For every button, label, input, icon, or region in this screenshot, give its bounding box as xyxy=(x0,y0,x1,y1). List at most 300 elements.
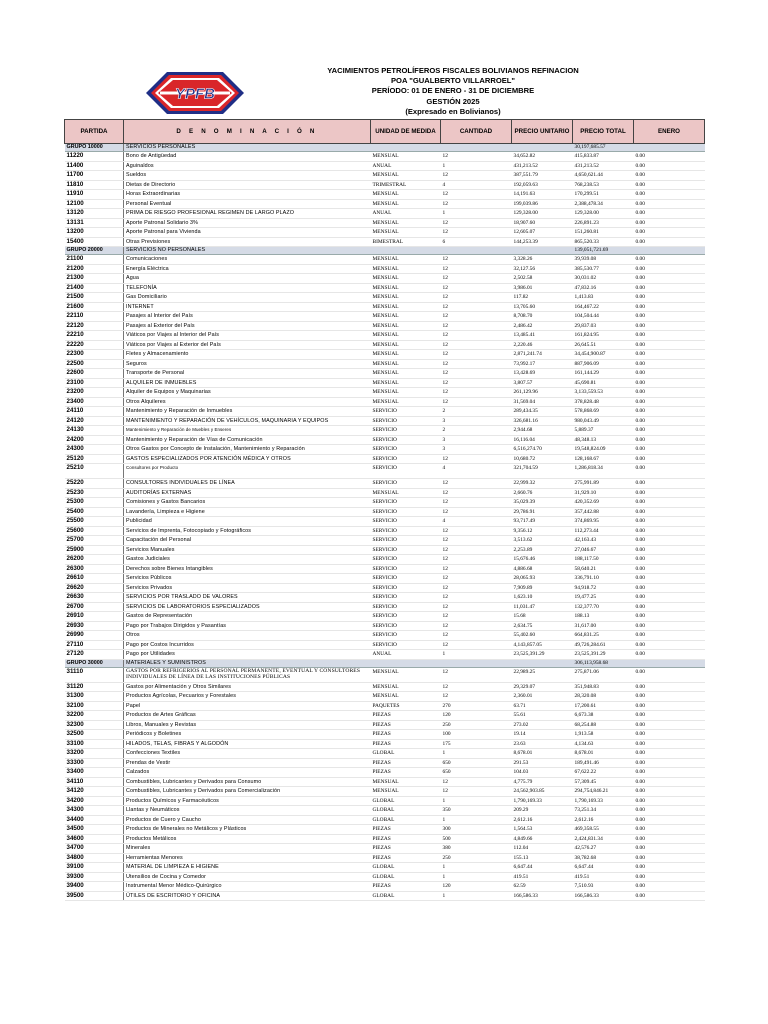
table-row xyxy=(65,621,705,631)
cell-enero: 0.00 xyxy=(634,218,705,228)
cell-precio-total: 42,576.27 xyxy=(573,844,634,854)
cell-enero: 0.00 xyxy=(634,302,705,312)
cell-precio-unitario: 117.82 xyxy=(512,293,573,303)
cell-denominacion: Comunicaciones xyxy=(124,255,371,265)
cell-unidad: MENSUAL xyxy=(371,350,441,360)
cell-precio-total: 378,828.48 xyxy=(573,397,634,407)
cell-unidad: MENSUAL xyxy=(371,152,441,162)
table-row xyxy=(65,237,705,247)
cell-cantidad: 12 xyxy=(441,583,512,593)
cell-precio-unitario: 32,127.56 xyxy=(512,264,573,274)
table-row xyxy=(65,350,705,360)
cell-unidad: TRIMESTRAL xyxy=(371,180,441,190)
cell-unidad: SERVICIO xyxy=(371,507,441,517)
cell-partida: 11910 xyxy=(65,190,124,200)
group-row xyxy=(65,247,705,255)
cell-precio-total: 23,525,391.29 xyxy=(573,650,634,660)
cell-precio-total: 128,168.67 xyxy=(573,454,634,464)
cell-enero: 0.00 xyxy=(634,426,705,436)
cell-denominacion: Gastos Judiciales xyxy=(124,555,371,565)
cell-partida: 22120 xyxy=(65,321,124,331)
cell-enero: 0.00 xyxy=(634,190,705,200)
table-row xyxy=(65,749,705,759)
cell-denominacion: Mantenimiento y Reparación de Vías de Comunicación xyxy=(124,435,371,445)
cell-partida: 26630 xyxy=(65,593,124,603)
cell-unidad xyxy=(371,659,441,667)
cell-denominacion: TELEFONÍA xyxy=(124,283,371,293)
cell-precio-total: 166,586.33 xyxy=(573,891,634,901)
cell-denominacion: Viáticos por Viajes al Exterior del País xyxy=(124,340,371,350)
cell-denominacion: Productos Químicos y Farmacéuticos xyxy=(124,796,371,806)
cell-unidad: SERVICIO xyxy=(371,564,441,574)
table-row xyxy=(65,777,705,787)
cell-precio-unitario: 8,708.70 xyxy=(512,312,573,322)
cell-cantidad: 12 xyxy=(441,526,512,536)
cell-precio-total: 151,260.81 xyxy=(573,228,634,238)
table-row xyxy=(65,378,705,388)
cell-cantidad: 12 xyxy=(441,454,512,464)
cell-cantidad: 12 xyxy=(441,507,512,517)
table-row xyxy=(65,711,705,721)
cell-cantidad: 6 xyxy=(441,237,512,247)
cell-precio-total: 5,889.37 xyxy=(573,426,634,436)
table-row xyxy=(65,498,705,508)
cell-denominacion: Servicios de Imprenta, Fotocopiado y Fotográficos xyxy=(124,526,371,536)
cell-precio-total: 139,051,721.69 xyxy=(573,247,634,255)
cell-cantidad: 12 xyxy=(441,264,512,274)
cell-enero: 0.00 xyxy=(634,237,705,247)
cell-partida: 33100 xyxy=(65,739,124,749)
cell-partida: 21200 xyxy=(65,264,124,274)
cell-precio-total: 1,413.83 xyxy=(573,293,634,303)
cell-unidad: BIMESTRAL xyxy=(371,237,441,247)
cell-enero: 0.00 xyxy=(634,464,705,479)
cell-precio-total: 49,726,284.61 xyxy=(573,640,634,650)
cell-enero: 0.00 xyxy=(634,407,705,417)
cell-denominacion: Agua xyxy=(124,274,371,284)
cell-precio-unitario: 29,786.91 xyxy=(512,507,573,517)
cell-enero: 0.00 xyxy=(634,454,705,464)
cell-cantidad: 1 xyxy=(441,891,512,901)
cell-precio-unitario: 2,944.68 xyxy=(512,426,573,436)
cell-cantidad: 12 xyxy=(441,302,512,312)
cell-denominacion: Llantas y Neumáticos xyxy=(124,806,371,816)
cell-denominacion: Papel xyxy=(124,701,371,711)
cell-precio-unitario: 3,807.57 xyxy=(512,378,573,388)
cell-unidad: SERVICIO xyxy=(371,526,441,536)
cell-unidad: MENSUAL xyxy=(371,302,441,312)
cell-enero: 0.00 xyxy=(634,331,705,341)
cell-precio-total: 57,309.45 xyxy=(573,777,634,787)
cell-enero: 0.00 xyxy=(634,621,705,631)
cell-precio-unitario: 144,253.39 xyxy=(512,237,573,247)
cell-partida: 26200 xyxy=(65,555,124,565)
cell-enero: 0.00 xyxy=(634,536,705,546)
cell-denominacion: Mantenimiento y Reparación de Muebles y Enseres xyxy=(124,426,371,436)
cell-partida: 21300 xyxy=(65,274,124,284)
cell-precio-unitario: 63.71 xyxy=(512,701,573,711)
cell-denominacion: SERVICIOS NO PERSONALES xyxy=(124,247,371,255)
cell-enero: 0.00 xyxy=(634,739,705,749)
cell-precio-unitario: 28,065.93 xyxy=(512,574,573,584)
cell-precio-unitario: 12,605.07 xyxy=(512,228,573,238)
cell-denominacion: Productos Agrícolas, Pecuarios y Forestales xyxy=(124,692,371,702)
cell-cantidad: 12 xyxy=(441,228,512,238)
cell-precio-total: 226,891.23 xyxy=(573,218,634,228)
cell-precio-total: 469,358.55 xyxy=(573,825,634,835)
cell-unidad: GLOBAL xyxy=(371,806,441,816)
cell-cantidad: 12 xyxy=(441,498,512,508)
cell-precio-total: 73,251.34 xyxy=(573,806,634,816)
cell-partida: 25700 xyxy=(65,536,124,546)
table-row xyxy=(65,593,705,603)
cell-denominacion: Aguinaldos xyxy=(124,161,371,171)
cell-partida: 31110 xyxy=(65,667,124,682)
header-currency: (Expresado en Bolivianos) xyxy=(405,106,501,116)
cell-precio-unitario: 2,612.16 xyxy=(512,815,573,825)
cell-precio-unitario: 55.61 xyxy=(512,711,573,721)
cell-enero: 0.00 xyxy=(634,180,705,190)
cell-unidad: MENSUAL xyxy=(371,667,441,682)
table-row xyxy=(65,369,705,379)
table-row xyxy=(65,650,705,660)
table-row xyxy=(65,758,705,768)
cell-unidad: MENSUAL xyxy=(371,255,441,265)
cell-partida: 31120 xyxy=(65,682,124,692)
cell-unidad: SERVICIO xyxy=(371,479,441,489)
cell-cantidad: 1 xyxy=(441,796,512,806)
table-row xyxy=(65,891,705,901)
cell-cantidad: 12 xyxy=(441,340,512,350)
cell-partida: 24120 xyxy=(65,416,124,426)
cell-precio-unitario: 104.03 xyxy=(512,768,573,778)
table-row xyxy=(65,302,705,312)
cell-unidad xyxy=(371,144,441,152)
cell-precio-unitario: 22,999.32 xyxy=(512,479,573,489)
cell-enero: 0.00 xyxy=(634,787,705,797)
cell-denominacion: GASTOS POR REFRIGERIOS AL PERSONAL PERMANENTE, EVENTUAL Y CONSULTORES INDIVIDUALES DE LÍNEA DE LAS INSTITUCIONES PÚBLICAS xyxy=(124,667,371,682)
cell-denominacion: MATERIAL DE LIMPIEZA E HIGIENE xyxy=(124,863,371,873)
cell-cantidad: 12 xyxy=(441,171,512,181)
table-row xyxy=(65,321,705,331)
cell-precio-total: 374,869.95 xyxy=(573,517,634,527)
cell-cantidad: 350 xyxy=(441,806,512,816)
cell-precio-unitario: 6,647.44 xyxy=(512,863,573,873)
cell-cantidad: 1 xyxy=(441,872,512,882)
table-row xyxy=(65,583,705,593)
cell-precio-total: 38,782.68 xyxy=(573,853,634,863)
cell-precio-total: 1,913.58 xyxy=(573,730,634,740)
cell-precio-unitario: 291.53 xyxy=(512,758,573,768)
cell-partida: 25230 xyxy=(65,488,124,498)
cell-cantidad: 12 xyxy=(441,602,512,612)
cell-precio-total: 578,868.69 xyxy=(573,407,634,417)
cell-unidad: ANUAL xyxy=(371,650,441,660)
cell-unidad: MENSUAL xyxy=(371,369,441,379)
cell-partida: 24110 xyxy=(65,407,124,417)
header-plan: POA "GUALBERTO VILLARROEL" xyxy=(390,76,516,86)
cell-enero: 0.00 xyxy=(634,844,705,854)
cell-unidad: SERVICIO xyxy=(371,612,441,622)
cell-cantidad: 12 xyxy=(441,682,512,692)
cell-unidad: MENSUAL xyxy=(371,488,441,498)
cell-unidad: PAQUETES xyxy=(371,701,441,711)
table-row xyxy=(65,863,705,873)
cell-cantidad: 3 xyxy=(441,416,512,426)
cell-partida: 22300 xyxy=(65,350,124,360)
cell-partida: 32300 xyxy=(65,720,124,730)
cell-enero: 0.00 xyxy=(634,602,705,612)
cell-precio-unitario: 4,849.66 xyxy=(512,834,573,844)
table-row xyxy=(65,274,705,284)
cell-precio-unitario: 23,525,391.29 xyxy=(512,650,573,660)
cell-unidad: MENSUAL xyxy=(371,787,441,797)
cell-partida: 39100 xyxy=(65,863,124,873)
cell-enero: 0.00 xyxy=(634,863,705,873)
cell-unidad: GLOBAL xyxy=(371,749,441,759)
cell-unidad: SERVICIO xyxy=(371,555,441,565)
cell-precio-unitario: 13,485.41 xyxy=(512,331,573,341)
cell-denominacion: AUDITORÍAS EXTERNAS xyxy=(124,488,371,498)
cell-precio-unitario: 4,775.79 xyxy=(512,777,573,787)
cell-enero: 0.00 xyxy=(634,488,705,498)
table-row xyxy=(65,340,705,350)
cell-precio-total: 29,837.03 xyxy=(573,321,634,331)
cell-cantidad: 12 xyxy=(441,692,512,702)
cell-partida: 21600 xyxy=(65,302,124,312)
cell-cantidad: 12 xyxy=(441,488,512,498)
cell-enero: 0.00 xyxy=(634,378,705,388)
cell-enero: 0.00 xyxy=(634,209,705,219)
cell-denominacion: Productos Metálicos xyxy=(124,834,371,844)
table-row xyxy=(65,815,705,825)
cell-cantidad: 120 xyxy=(441,711,512,721)
cell-enero: 0.00 xyxy=(634,321,705,331)
cell-denominacion: MATERIALES Y SUMINISTROS xyxy=(124,659,371,667)
cell-partida: 13120 xyxy=(65,209,124,219)
cell-partida: 25220 xyxy=(65,479,124,489)
cell-unidad: PIEZAS xyxy=(371,758,441,768)
cell-partida: 34400 xyxy=(65,815,124,825)
cell-denominacion: Otros Alquileres xyxy=(124,397,371,407)
cell-precio-total: 28,320.08 xyxy=(573,692,634,702)
cell-unidad: MENSUAL xyxy=(371,283,441,293)
cell-enero: 0.00 xyxy=(634,749,705,759)
ypfb-logo xyxy=(142,70,248,116)
cell-precio-unitario: 1,790,169.33 xyxy=(512,796,573,806)
cell-precio-unitario: 261,129.96 xyxy=(512,388,573,398)
cell-partida: 11810 xyxy=(65,180,124,190)
cell-partida: 26910 xyxy=(65,612,124,622)
cell-enero: 0.00 xyxy=(634,834,705,844)
cell-enero: 0.00 xyxy=(634,498,705,508)
cell-partida: 22110 xyxy=(65,312,124,322)
cell-unidad: PIEZAS xyxy=(371,834,441,844)
cell-denominacion: Alquiler de Equipos y Maquinarias xyxy=(124,388,371,398)
cell-enero: 0.00 xyxy=(634,312,705,322)
cell-precio-unitario xyxy=(512,659,573,667)
cell-precio-unitario: 13,428.69 xyxy=(512,369,573,379)
cell-precio-unitario: 431,213.52 xyxy=(512,161,573,171)
cell-precio-unitario: 14,191.63 xyxy=(512,190,573,200)
cell-cantidad: 12 xyxy=(441,274,512,284)
table-row xyxy=(65,853,705,863)
col-cantidad: CANTIDAD xyxy=(441,120,512,144)
cell-unidad: MENSUAL xyxy=(371,274,441,284)
table-row xyxy=(65,526,705,536)
cell-enero: 0.00 xyxy=(634,283,705,293)
table-row xyxy=(65,545,705,555)
cell-partida: 21100 xyxy=(65,255,124,265)
table-row xyxy=(65,787,705,797)
cell-enero: 0.00 xyxy=(634,199,705,209)
cell-partida: 15400 xyxy=(65,237,124,247)
cell-precio-unitario: 129,328.00 xyxy=(512,209,573,219)
table-row xyxy=(65,574,705,584)
cell-partida: 34110 xyxy=(65,777,124,787)
cell-unidad: GLOBAL xyxy=(371,863,441,873)
cell-enero: 0.00 xyxy=(634,593,705,603)
cell-cantidad: 12 xyxy=(441,283,512,293)
table-row xyxy=(65,555,705,565)
cell-precio-unitario: 22,989.25 xyxy=(512,667,573,682)
cell-enero: 0.00 xyxy=(634,891,705,901)
table-row xyxy=(65,199,705,209)
cell-denominacion: SERVICIOS DE LABORATORIOS ESPECIALIZADOS xyxy=(124,602,371,612)
cell-denominacion: Aporte Patronal Solidario 3% xyxy=(124,218,371,228)
cell-enero xyxy=(634,247,705,255)
cell-precio-unitario: 2,360.01 xyxy=(512,692,573,702)
cell-partida: 34200 xyxy=(65,796,124,806)
table-row xyxy=(65,397,705,407)
cell-precio-unitario: 29,329.07 xyxy=(512,682,573,692)
cell-denominacion: Aporte Patronal para Vivienda xyxy=(124,228,371,238)
cell-enero: 0.00 xyxy=(634,255,705,265)
table-body xyxy=(65,144,705,901)
table-row xyxy=(65,161,705,171)
cell-denominacion: Confecciones Textiles xyxy=(124,749,371,759)
cell-enero: 0.00 xyxy=(634,545,705,555)
cell-precio-unitario: 112.04 xyxy=(512,844,573,854)
cell-unidad: MENSUAL xyxy=(371,199,441,209)
col-precio-total: PRECIO TOTAL xyxy=(573,120,634,144)
cell-cantidad: 12 xyxy=(441,787,512,797)
cell-precio-unitario: 73,992.17 xyxy=(512,359,573,369)
cell-partida: 24200 xyxy=(65,435,124,445)
table-row xyxy=(65,426,705,436)
cell-precio-total: 4,134.63 xyxy=(573,739,634,749)
cell-denominacion: Calzados xyxy=(124,768,371,778)
cell-precio-unitario: 9,356.12 xyxy=(512,526,573,536)
cell-enero: 0.00 xyxy=(634,574,705,584)
cell-partida: 34120 xyxy=(65,787,124,797)
cell-partida: 25210 xyxy=(65,464,124,479)
table-row xyxy=(65,631,705,641)
cell-enero: 0.00 xyxy=(634,872,705,882)
cell-partida: 24300 xyxy=(65,445,124,455)
cell-enero: 0.00 xyxy=(634,161,705,171)
cell-cantidad: 3 xyxy=(441,435,512,445)
cell-unidad: SERVICIO xyxy=(371,445,441,455)
cell-enero: 0.00 xyxy=(634,435,705,445)
cell-unidad: SERVICIO xyxy=(371,602,441,612)
header-period: PERÍODO: 01 DE ENERO - 31 DE DICIEMBRE xyxy=(371,86,535,96)
table-row xyxy=(65,264,705,274)
cell-unidad: MENSUAL xyxy=(371,331,441,341)
cell-precio-total: 294,754,846.21 xyxy=(573,787,634,797)
cell-cantidad: 650 xyxy=(441,768,512,778)
cell-denominacion: SERVICIOS POR TRASLADO DE VALORES xyxy=(124,593,371,603)
cell-precio-unitario: 7,909.89 xyxy=(512,583,573,593)
cell-cantidad: 4 xyxy=(441,464,512,479)
cell-partida: 33200 xyxy=(65,749,124,759)
cell-partida: 32200 xyxy=(65,711,124,721)
cell-partida: 13131 xyxy=(65,218,124,228)
table-row xyxy=(65,435,705,445)
col-partida: PARTIDA xyxy=(65,120,124,144)
cell-partida: 26930 xyxy=(65,621,124,631)
cell-denominacion: Pasajes al Interior del País xyxy=(124,312,371,322)
cell-enero: 0.00 xyxy=(634,711,705,721)
cell-precio-total: 2,388,478.34 xyxy=(573,199,634,209)
cell-precio-total: 34,454,900.87 xyxy=(573,350,634,360)
cell-precio-total: 30,197,685.57 xyxy=(573,144,634,152)
cell-cantidad: 2 xyxy=(441,407,512,417)
table-row xyxy=(65,255,705,265)
cell-partida: 33400 xyxy=(65,768,124,778)
document-header xyxy=(300,66,606,117)
cell-partida: 23200 xyxy=(65,388,124,398)
cell-partida: 27110 xyxy=(65,640,124,650)
cell-cantidad: 12 xyxy=(441,331,512,341)
cell-cantidad: 500 xyxy=(441,834,512,844)
cell-precio-total: 7,510.93 xyxy=(573,882,634,892)
cell-enero: 0.00 xyxy=(634,825,705,835)
cell-precio-total: 30,031.02 xyxy=(573,274,634,284)
table-row xyxy=(65,152,705,162)
cell-partida: 23100 xyxy=(65,378,124,388)
cell-precio-total: 385,530.77 xyxy=(573,264,634,274)
cell-precio-total: 980,043.49 xyxy=(573,416,634,426)
table-row xyxy=(65,171,705,181)
table-row xyxy=(65,602,705,612)
cell-precio-total: 67,622.22 xyxy=(573,768,634,778)
cell-cantidad: 4 xyxy=(441,180,512,190)
cell-enero: 0.00 xyxy=(634,882,705,892)
cell-cantidad: 12 xyxy=(441,612,512,622)
cell-precio-unitario: 31,569.04 xyxy=(512,397,573,407)
cell-partida: 22220 xyxy=(65,340,124,350)
cell-partida: 21500 xyxy=(65,293,124,303)
cell-precio-unitario: 199,039.86 xyxy=(512,199,573,209)
cell-precio-unitario: 3,513.62 xyxy=(512,536,573,546)
table-row xyxy=(65,667,705,682)
cell-denominacion: Dietas de Directorio xyxy=(124,180,371,190)
cell-unidad: SERVICIO xyxy=(371,426,441,436)
cell-enero: 0.00 xyxy=(634,340,705,350)
cell-cantidad: 12 xyxy=(441,777,512,787)
cell-unidad: SERVICIO xyxy=(371,464,441,479)
cell-cantidad: 12 xyxy=(441,536,512,546)
cell-cantidad: 12 xyxy=(441,255,512,265)
table-row xyxy=(65,796,705,806)
cell-partida: 25120 xyxy=(65,454,124,464)
cell-cantidad: 12 xyxy=(441,312,512,322)
cell-enero xyxy=(634,659,705,667)
cell-precio-total: 6,673.38 xyxy=(573,711,634,721)
cell-cantidad xyxy=(441,144,512,152)
cell-partida: 12100 xyxy=(65,199,124,209)
